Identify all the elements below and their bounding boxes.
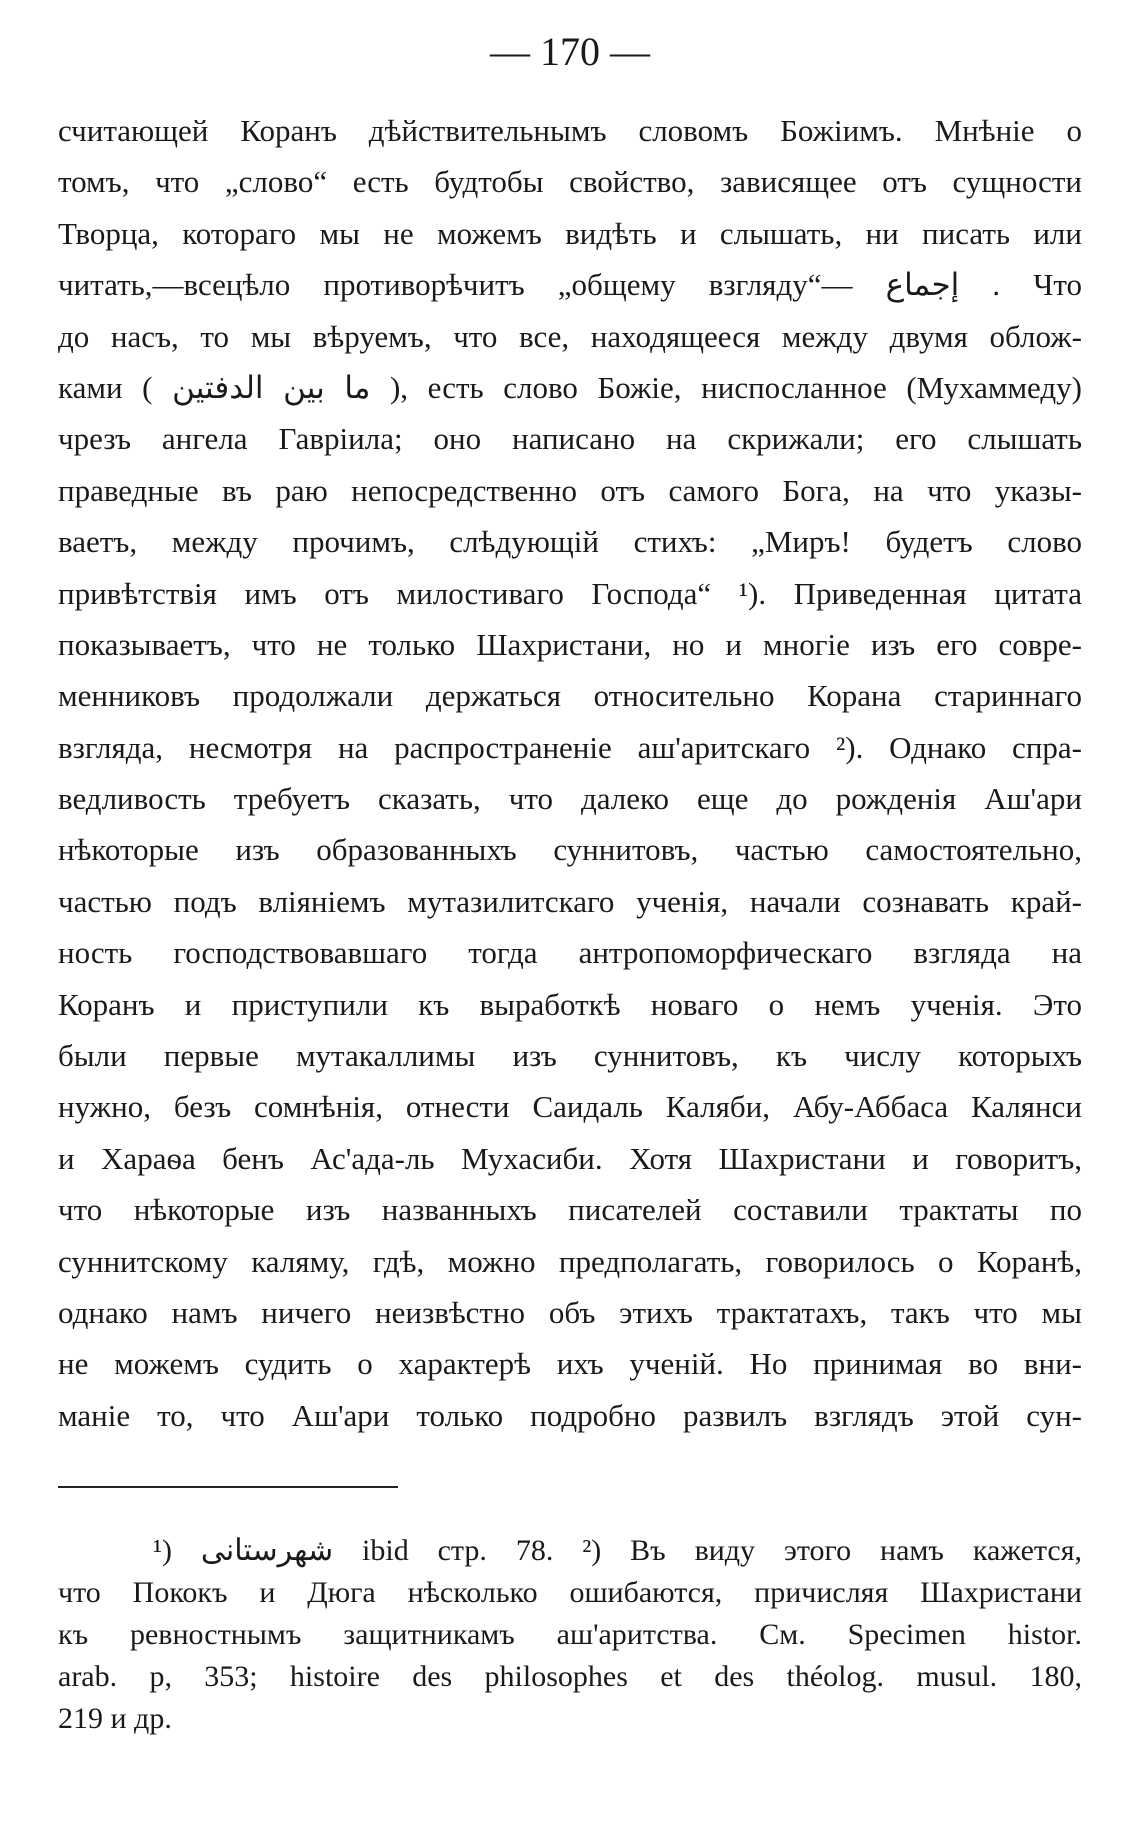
text-line: и Хараѳа бенъ Ас'ада-ль Мухасиби. Хотя Шахристани и говоритъ, — [58, 1140, 1082, 1176]
text-line: были первые мутакаллимы изъ суннитовъ, къ числу которыхъ — [58, 1038, 1082, 1074]
text-line: ками ( ما بين الدفتين ), есть слово Божіе, ниспосланное (Мухаммеду) — [58, 369, 1083, 405]
main-text — [58, 105, 1082, 1441]
text-line: суннитскому каляму, гдѣ, можно предполагать, говорилось о Коранѣ, — [58, 1243, 1082, 1279]
text-line: до насъ, то мы вѣруемъ, что все, находящееся между двумя облож- — [58, 318, 1082, 354]
footnote-line: arab. p, 353; histoire des philosophes et des théolog. musul. 180, — [58, 1660, 1082, 1693]
text-line: что нѣкоторые изъ названныхъ писателей составили трактаты по — [58, 1192, 1082, 1228]
footnote-line: къ ревностнымъ защитникамъ аш'аритства. См. Specimen histor. — [58, 1618, 1082, 1651]
text-line: нѣкоторые изъ образованныхъ суннитовъ, частью самостоятельно, — [58, 832, 1082, 868]
text-line: не можемъ судить о характерѣ ихъ ученій. Но принимая во вни- — [58, 1346, 1082, 1382]
text-line: томъ, что „слово“ есть будтобы свойство, зависящее отъ сущности — [58, 164, 1082, 200]
footnote-line: 219 и др. — [58, 1702, 172, 1735]
footnote-line: что Пококъ и Дюга нѣсколько ошибаются, причисляя Шахристани — [58, 1576, 1082, 1609]
text-line: частью подъ вліяніемъ мутазилитскаго ученія, начали сознавать край- — [58, 883, 1082, 919]
footnote-separator — [58, 1486, 398, 1488]
text-line: показываетъ, что не только Шахристани, но и многіе изъ его совре- — [58, 626, 1082, 662]
text-line: однако намъ ничего неизвѣстно объ этихъ трактатахъ, такъ что мы — [58, 1294, 1082, 1330]
text-line: чрезъ ангела Гавріила; оно написано на скрижали; его слышать — [58, 421, 1082, 457]
text-line: праведные въ раю непосредственно отъ самого Бога, на что указы- — [58, 472, 1082, 508]
footnote-line: ¹) شهرستانى ibid стр. 78. ²) Въ виду этого намъ кажется, — [153, 1534, 1082, 1567]
text-line: маніе то, что Аш'ари только подробно развилъ взглядъ этой сун- — [58, 1397, 1082, 1433]
footnotes — [58, 1530, 1082, 1740]
text-line: нужно, безъ сомнѣнія, отнести Саидаль Каляби, Абу-Аббаса Калянси — [58, 1089, 1082, 1125]
text-line: Коранъ и приступили къ выработкѣ новаго о немъ ученія. Это — [58, 986, 1082, 1022]
text-line: взгляда, несмотря на распространеніе аш'аритскаго ²). Однако спра- — [58, 729, 1082, 765]
text-line: Творца, котораго мы не можемъ видѣть и слышать, ни писать или — [58, 215, 1082, 251]
text-line: привѣтствія имъ отъ милостиваго Господа“ ¹). Приведенная цитата — [58, 575, 1082, 611]
text-line: менниковъ продолжали держаться относительно Корана стариннаго — [58, 678, 1082, 714]
text-line: ваетъ, между прочимъ, слѣдующій стихъ: „Миръ! будетъ слово — [58, 524, 1082, 560]
text-line: ведливость требуетъ сказать, что далеко еще до рожденія Аш'ари — [58, 781, 1082, 817]
text-line: считающей Коранъ дѣйствительнымъ словомъ Божіимъ. Мнѣніе о — [58, 113, 1082, 148]
text-line: читать,—всецѣло противорѣчитъ „общему взгляду“— إجماع . Что — [58, 267, 1082, 303]
text-line: ность господствовавшаго тогда антропоморфическаго взгляда на — [58, 935, 1082, 971]
page-number: — 170 — — [490, 29, 650, 74]
